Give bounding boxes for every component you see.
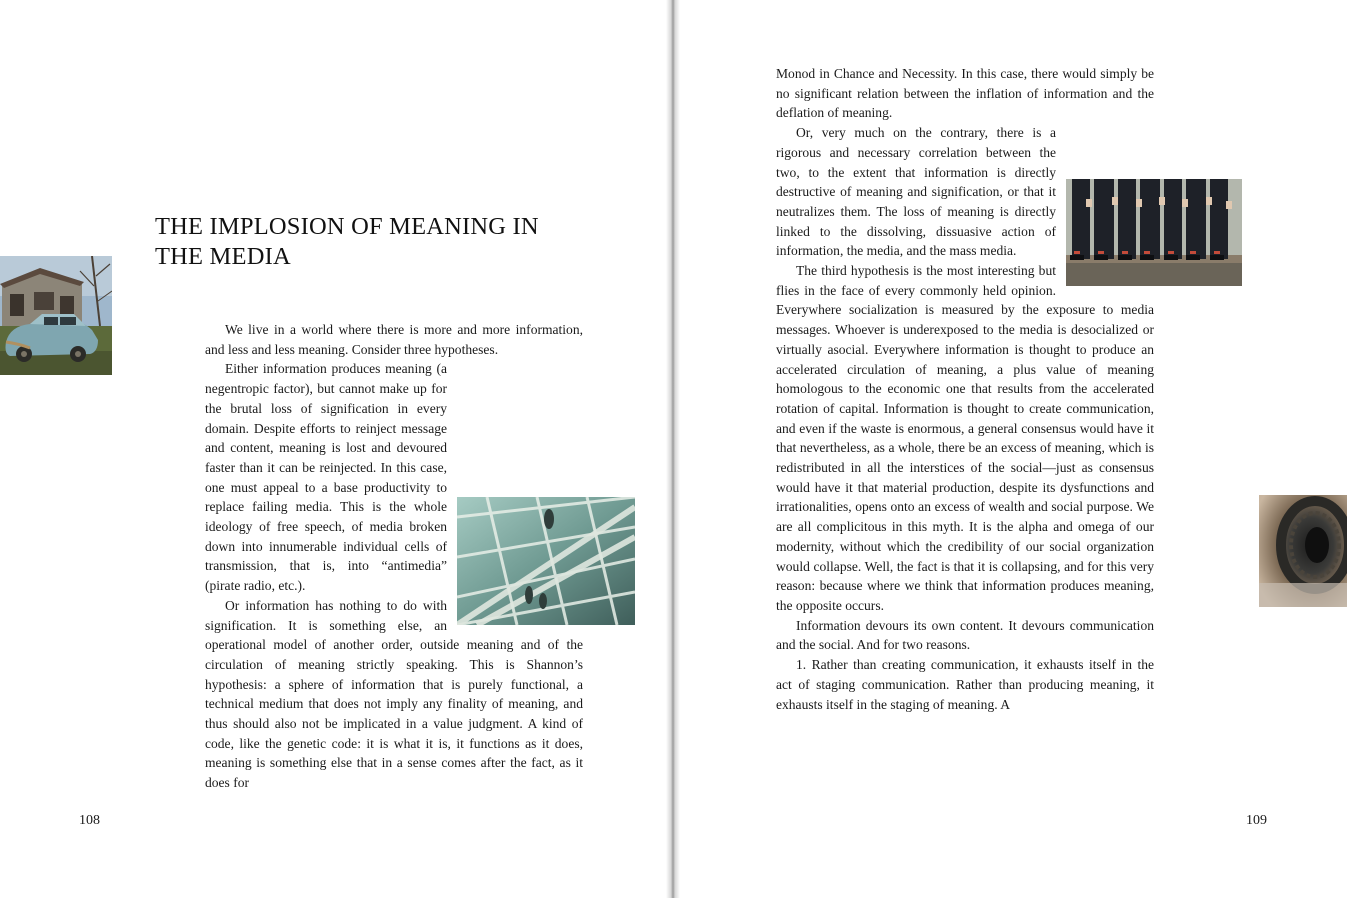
page-number-left: 108	[79, 813, 100, 828]
chapter-title-line1: THE IMPLOSION OF MEANING IN	[155, 213, 539, 240]
paragraph-hypothesis-two: Or information has nothing to do with signification. It is something else, an operational model of another order, outside meaning and of the circulation of meaning strictly speaking. This is Shannon’s hypothesis: a sphere of information that is purely functional, a technical medium that does not imply any finality of meaning, and thus should also not be implicated in a value judgment. A kind of code, like the genetic code: it is what it is, it functions as it does, meaning is something else that in a sense comes after the fact, as it does for	[205, 597, 583, 791]
paragraph-hypothesis-one-text: Either information produces meaning (a negentropic factor), but cannot make up for the brutal loss of signification in every domain. Despite efforts to reinject message and content, meaning is lost and devoured faster than it can be reinjected. In this case, one must appeal to a base productivity to replace failing media. This is the whole ideology of free speech, of media broken down into innumerable individual cells of transmission, that is, into “antimedia” (pirate radio, etc.).	[205, 361, 447, 594]
paragraph-reason-one: 1. Rather than creating communication, it exhausts itself in the act of staging communication. Rather than producing meaning, it exhausts itself in the staging of meaning. A	[776, 657, 1154, 712]
left-page-body	[205, 320, 583, 793]
page-number-right: 109	[1246, 813, 1267, 828]
paragraph-third-hypothesis: The third hypothesis is the most interesting but flies in the face of every commonly held opinion. Everywhere socialization is measured by the exposure to media messages. Whoever is underexposed to the media is desocialized or virtually asocial. Everywhere information is thought to produce an accelerated circulation of meaning, a plus value of meaning homologous to the economic one that results from the accelerated rotation of capital. Information is thought to create communication, and even if the waste is enormous, a general consensus would have it that nevertheless, as a whole, there be an excess of meaning, which is redistributed in all the interstices of the social—just as consensus would have it that material production, despite its dysfunctions and irrationalities, opens onto an excess of wealth and social purpose. We are all complicitous in this myth. It is the alpha and omega of our modernity, without which the credibility of our social organization would collapse. Well, the fact is that it is collapsing, and for this very reason: because where we think that information produces meaning, the opposite occurs.	[776, 263, 1154, 613]
paragraph-correlation	[776, 123, 1154, 261]
chapter-title-line2: THE MEDIA	[155, 243, 291, 270]
abandoned-car-photo	[0, 256, 112, 375]
chapter-title	[155, 212, 615, 272]
tunnel-photo	[1259, 495, 1347, 607]
paragraph-correlation-text: Or, very much on the contrary, there is a rigorous and necessary correlation between the two, to the extent that information is directly destructive of meaning and signification, or that it neutralizes them. The loss of meaning is directly linked to the dissolving, dissuasive action of information, the media, and the mass media.	[776, 125, 1056, 259]
glass-roof-photo	[457, 497, 635, 625]
right-page-body	[776, 64, 1154, 714]
book-gutter	[666, 0, 680, 898]
paragraph-devours: Information devours its own content. It devours communication and the social. And for two reasons.	[776, 617, 1154, 653]
paragraph-intro: We live in a world where there is more and more information, and less and less meaning. Consider three hypotheses.	[205, 322, 583, 357]
men-in-suits-photo	[1066, 179, 1242, 286]
paragraph-continued: Monod in Chance and Necessity. In this case, there would simply be no significant relation between the inflation of information and the deflation of meaning.	[776, 66, 1154, 121]
paragraph-hypothesis-one	[205, 359, 583, 595]
